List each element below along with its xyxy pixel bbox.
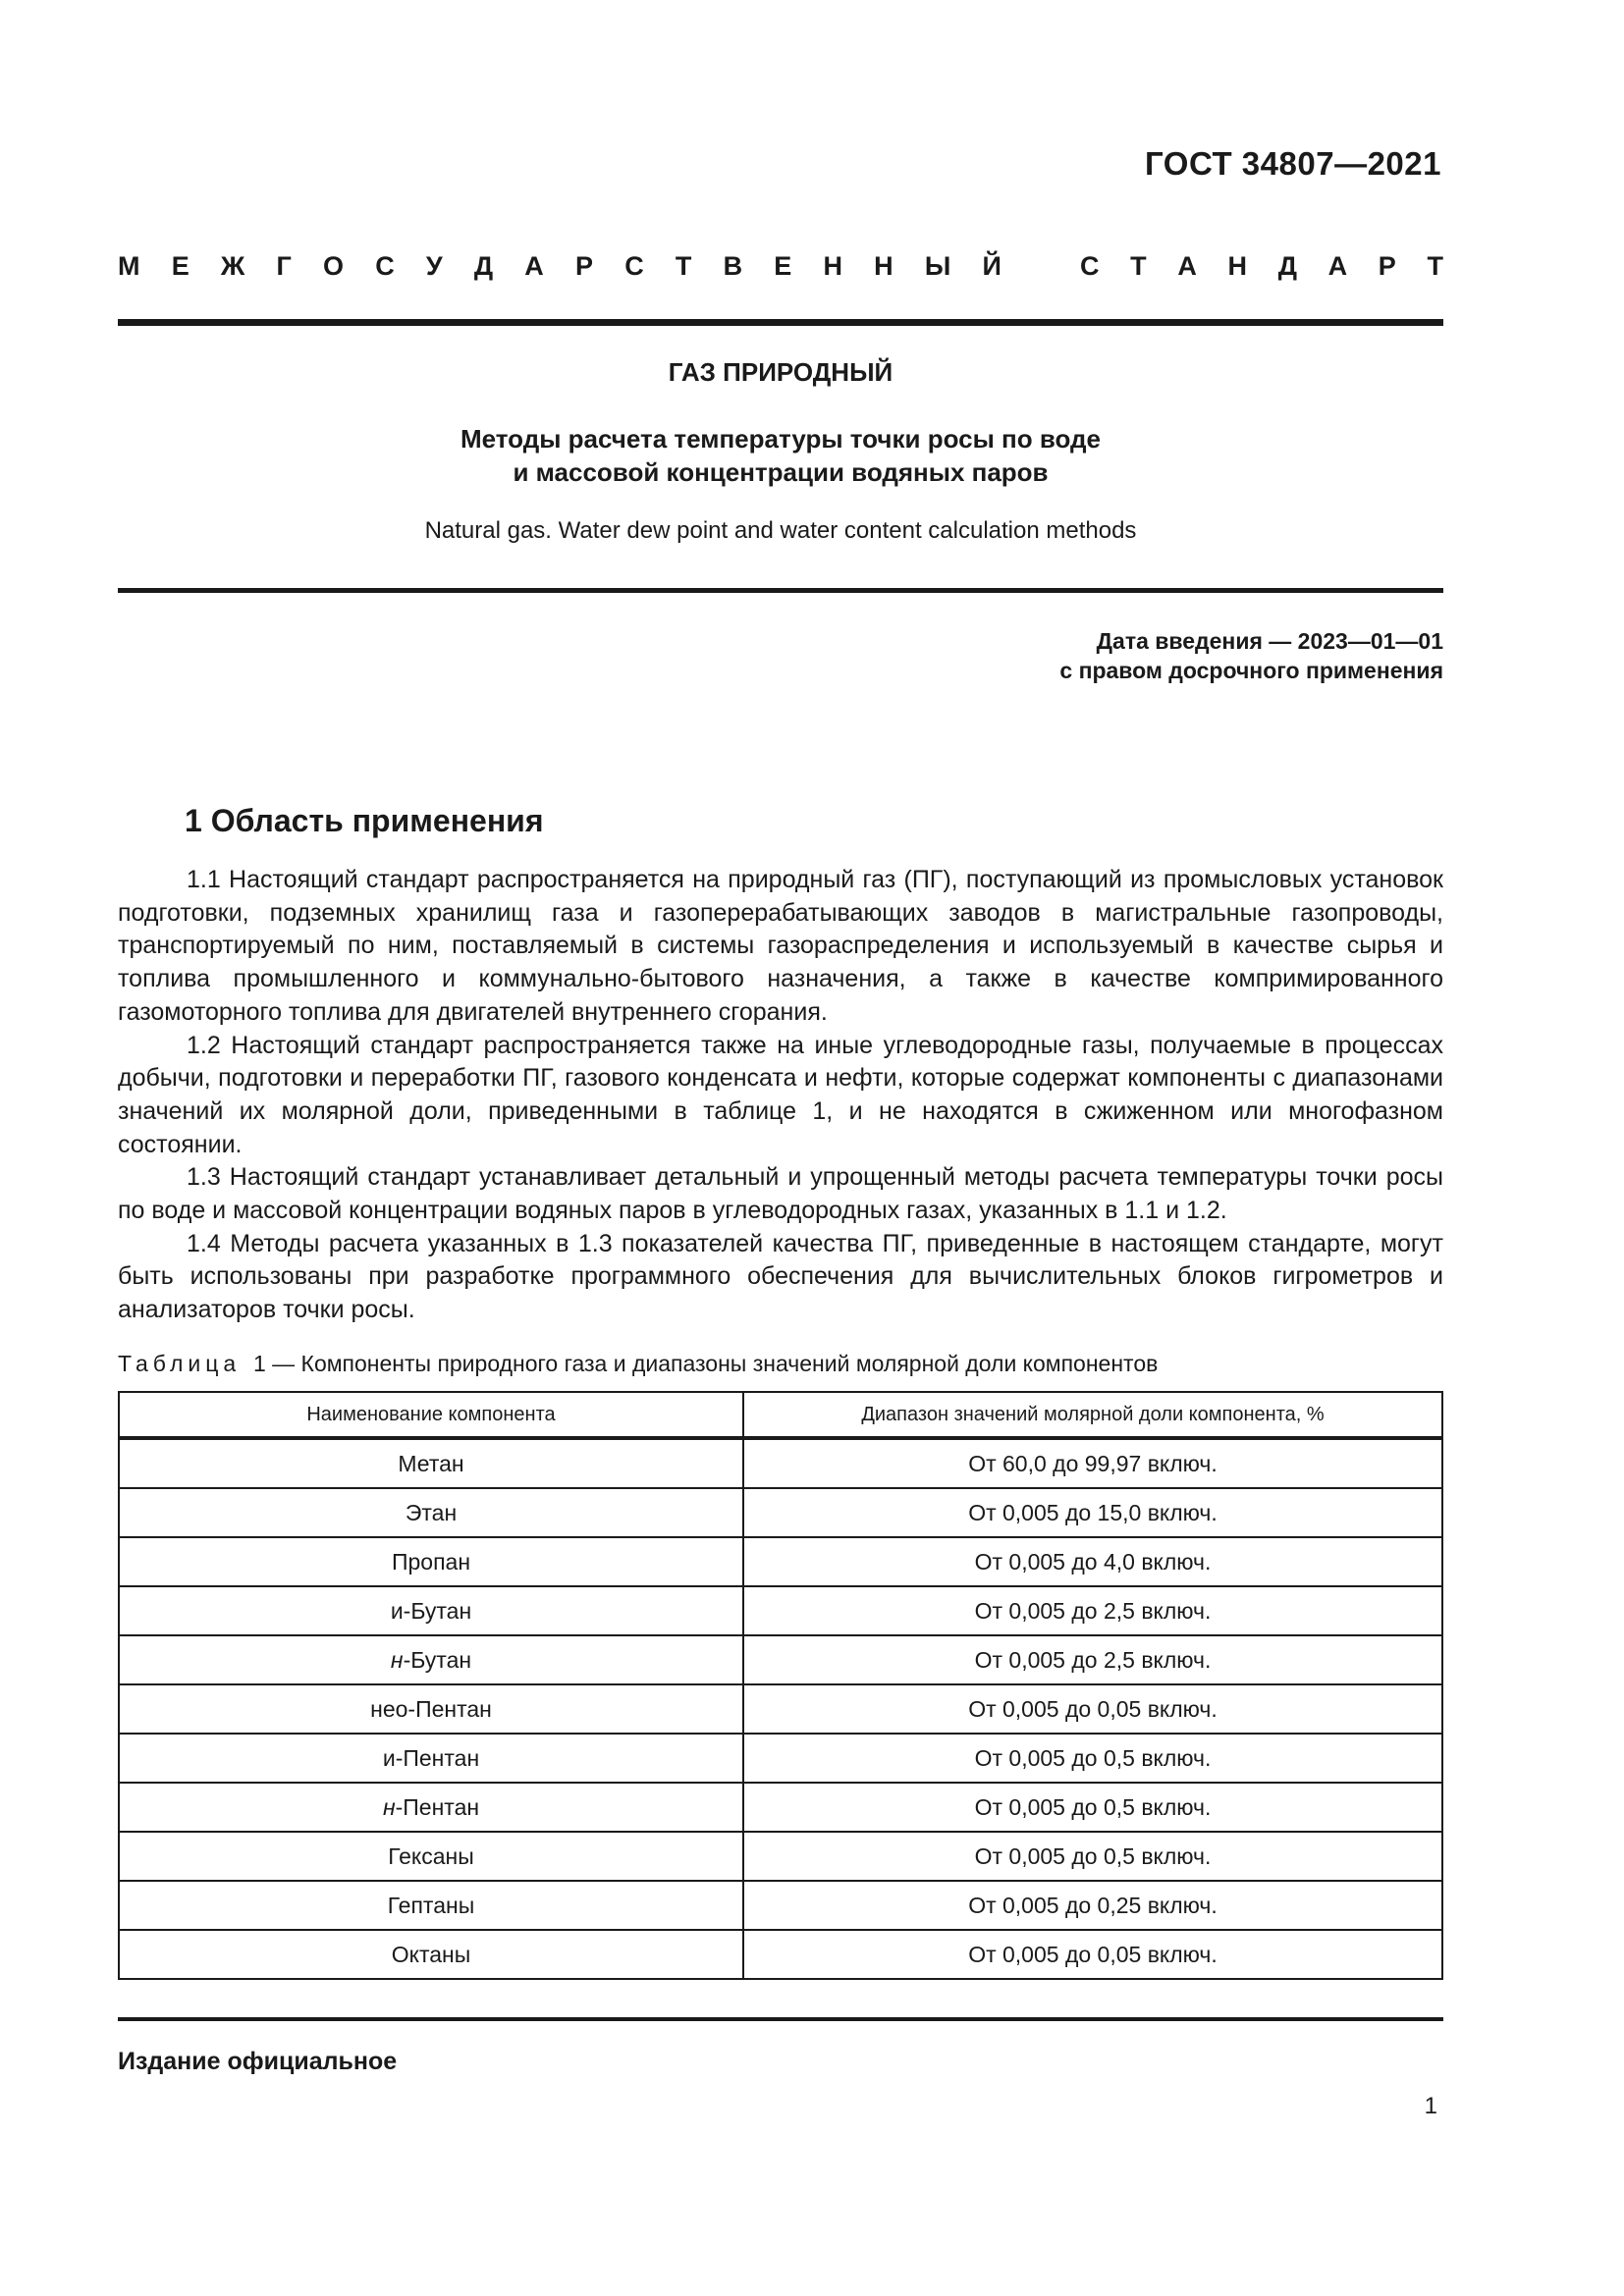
- component-name-cell: [119, 1684, 743, 1734]
- table-row: [119, 1586, 1442, 1635]
- standard-type: [118, 251, 1443, 282]
- component-name: Метан: [398, 1450, 464, 1476]
- english-title: Natural gas. Water dew point and water content calculation methods: [424, 517, 1137, 544]
- introduction-date-line2: с правом досрочного применения: [1059, 658, 1443, 683]
- table-caption: [118, 1351, 1158, 1377]
- top-rule: [118, 319, 1443, 326]
- component-name-cell: [119, 1488, 743, 1537]
- component-name-cell: [119, 1586, 743, 1635]
- molar-fraction-range-cell: От 0,005 до 0,25 включ.: [743, 1881, 1442, 1930]
- component-name: нео-Пентан: [370, 1695, 492, 1722]
- table-row: [119, 1537, 1442, 1586]
- middle-rule: [118, 588, 1443, 593]
- paragraph-1-1: 1.1 Настоящий стандарт распространяется на природный газ (ПГ), поступающий из промысловых установок подготовки, подземных хранилищ газа и газоперерабатывающих заводов в магистральные газопроводы, транспортируемый по ним, поставляемый в системы газораспределения и используемый в качестве сырья и топлива промышленного и коммунально-бытового назначения, а также в качестве компримированного газомоторного топлива для двигателей внутреннего сгорания.: [118, 866, 1443, 1026]
- introduction-date-line1: Дата введения — 2023—01—01: [1096, 628, 1443, 654]
- component-name: -Пентан: [395, 1793, 480, 1820]
- table-row: [119, 1488, 1442, 1537]
- paragraph-1-3: 1.3 Настоящий стандарт устанавливает детальный и упрощенный методы расчета температуры точки росы по воде и массовой концентрации водяных паров в углеводородных газах, указанных в 1.1 и 1.2.: [118, 1163, 1443, 1225]
- standard-type-letter: У: [425, 251, 443, 281]
- component-name-cell: [119, 1438, 743, 1488]
- table-caption-label: Таблица: [118, 1351, 242, 1376]
- component-name-cell: [119, 1635, 743, 1684]
- subtitle-line1: Методы расчета температуры точки росы по воде: [460, 424, 1101, 454]
- molar-fraction-range-cell: От 0,005 до 0,5 включ.: [743, 1783, 1442, 1832]
- component-name: и-Бутан: [390, 1597, 472, 1624]
- section-body: [118, 864, 1443, 1327]
- component-name-prefix: н: [382, 1793, 396, 1820]
- molar-fraction-range-cell: От 60,0 до 99,97 включ.: [743, 1438, 1442, 1488]
- standard-type-letter: С: [1080, 251, 1100, 281]
- molar-fraction-range-cell: От 0,005 до 4,0 включ.: [743, 1537, 1442, 1586]
- table-row: [119, 1930, 1442, 1979]
- component-name-cell: [119, 1832, 743, 1881]
- table-row: [119, 1734, 1442, 1783]
- standard-type-letter: Е: [171, 251, 189, 281]
- table-row: [119, 1684, 1442, 1734]
- components-table: [118, 1391, 1443, 1980]
- standard-type-letter: О: [322, 251, 344, 281]
- component-name: Этан: [405, 1499, 458, 1525]
- standard-type-letter: С: [375, 251, 395, 281]
- molar-fraction-range-cell: От 0,005 до 15,0 включ.: [743, 1488, 1442, 1537]
- component-name-cell: [119, 1734, 743, 1783]
- standard-type-letter: М: [118, 251, 140, 281]
- standard-type-letter: Н: [1227, 251, 1248, 281]
- component-name: Октаны: [391, 1941, 471, 1967]
- table-row: [119, 1635, 1442, 1684]
- standard-type-letter: Н: [874, 251, 893, 281]
- component-name: -Бутан: [403, 1646, 472, 1673]
- standard-type-letter: В: [723, 251, 743, 281]
- standard-type-word1: [118, 251, 1001, 282]
- standard-type-letter: Р: [1378, 251, 1396, 281]
- header-molar-fraction-range: Диапазон значений молярной доли компонента, %: [743, 1392, 1442, 1438]
- molar-fraction-range-cell: От 0,005 до 2,5 включ.: [743, 1635, 1442, 1684]
- molar-fraction-range-cell: От 0,005 до 0,5 включ.: [743, 1734, 1442, 1783]
- main-title: ГАЗ ПРИРОДНЫЙ: [668, 357, 893, 387]
- component-name-cell: [119, 1783, 743, 1832]
- standard-type-letter: С: [624, 251, 644, 281]
- standard-type-letter: Д: [1277, 251, 1297, 281]
- component-name: и-Пентан: [382, 1744, 480, 1771]
- table-row: [119, 1438, 1442, 1488]
- standard-type-letter: Д: [473, 251, 494, 281]
- component-name-cell: [119, 1881, 743, 1930]
- molar-fraction-range-cell: От 0,005 до 2,5 включ.: [743, 1586, 1442, 1635]
- standard-type-word2: [1080, 251, 1443, 282]
- table-row: [119, 1832, 1442, 1881]
- edition-label: Издание официальное: [118, 2048, 398, 2075]
- component-name: Гексаны: [388, 1842, 474, 1869]
- standard-type-letter: Р: [574, 251, 593, 281]
- section-heading: 1 Область применения: [185, 803, 544, 838]
- standard-type-letter: Г: [276, 251, 292, 281]
- standard-type-letter: Т: [1130, 251, 1147, 281]
- standard-type-letter: Т: [1427, 251, 1443, 281]
- table-row: [119, 1783, 1442, 1832]
- standard-type-letter: А: [1327, 251, 1348, 281]
- molar-fraction-range-cell: От 0,005 до 0,05 включ.: [743, 1684, 1442, 1734]
- gost-code: ГОСТ 34807—2021: [1145, 145, 1441, 182]
- table-header-row: [119, 1392, 1442, 1438]
- introduction-date: [1059, 626, 1443, 685]
- table-row: [119, 1881, 1442, 1930]
- molar-fraction-range-cell: От 0,005 до 0,05 включ.: [743, 1930, 1442, 1979]
- component-name-cell: [119, 1930, 743, 1979]
- standard-type-letter: Ы: [924, 251, 951, 281]
- standard-type-letter: Й: [982, 251, 1001, 281]
- component-name: Пропан: [391, 1548, 471, 1575]
- subtitle-line2: и массовой концентрации водяных паров: [513, 457, 1049, 487]
- standard-type-letter: Е: [774, 251, 792, 281]
- component-name: Гептаны: [387, 1892, 475, 1918]
- component-name-cell: [119, 1537, 743, 1586]
- standard-type-letter: Н: [823, 251, 842, 281]
- table-caption-text: 1 — Компоненты природного газа и диапазоны значений молярной доли компонентов: [252, 1351, 1159, 1376]
- paragraph-1-4: 1.4 Методы расчета указанных в 1.3 показателей качества ПГ, приведенные в настоящем стандарте, могут быть использованы при разработке программного обеспечения для вычислительных блоков гигрометров и анализаторов точки росы.: [118, 1229, 1443, 1324]
- standard-type-letter: А: [1177, 251, 1197, 281]
- paragraph-1-2: 1.2 Настоящий стандарт распространяется также на иные углеводородные газы, получаемые в процессах добычи, подготовки и переработки ПГ, газового конденсата и нефти, которые содержат компоненты с диапазонами значений их молярной доли, приведенными в таблице 1, и не находятся в сжиженном или многофазном состоянии.: [118, 1031, 1443, 1158]
- subtitle: [118, 422, 1443, 489]
- component-name-prefix: н: [390, 1646, 404, 1673]
- header-component-name: Наименование компонента: [119, 1392, 743, 1438]
- bottom-rule: [118, 2017, 1443, 2021]
- standard-type-letter: Т: [675, 251, 692, 281]
- page-number: 1: [1424, 2093, 1437, 2119]
- standard-type-letter: Ж: [220, 251, 245, 281]
- molar-fraction-range-cell: От 0,005 до 0,5 включ.: [743, 1832, 1442, 1881]
- standard-type-letter: А: [524, 251, 544, 281]
